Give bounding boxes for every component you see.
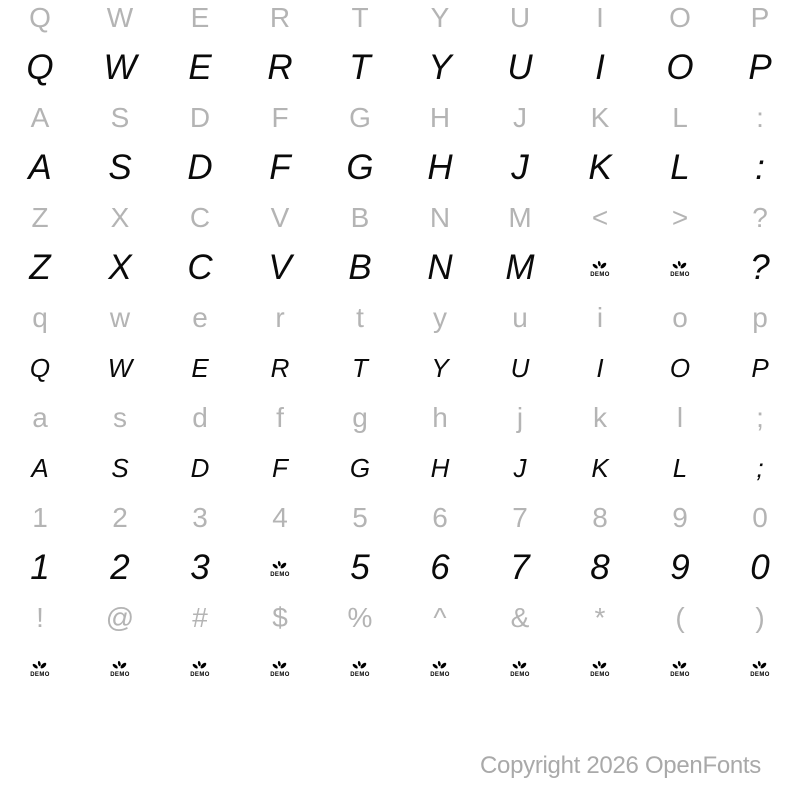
glyph-row-2 <box>0 43 800 93</box>
glyph-cell: O <box>666 48 694 87</box>
glyph-cell: ; <box>756 402 764 433</box>
demo-watermark-label: DEMO <box>590 271 610 278</box>
glyph-cell: % <box>347 602 373 633</box>
glyph-row-14 <box>0 643 800 693</box>
glyph-cell: l <box>676 402 684 433</box>
glyph-cell: U <box>507 48 533 87</box>
glyph-cell: o <box>672 302 688 333</box>
glyph-cell: F <box>272 452 288 483</box>
glyph-cell: d <box>192 402 208 433</box>
glyph-cell <box>80 643 160 693</box>
glyph-cell: I <box>596 352 604 383</box>
glyph-cell: 6 <box>430 548 450 587</box>
demo-watermark-glyph <box>350 659 370 678</box>
glyph-cell: h <box>432 402 448 433</box>
glyph-cell: & <box>510 602 530 633</box>
three-petal-icon <box>591 659 608 672</box>
glyph-cell: p <box>752 302 768 333</box>
glyph-cell: i <box>596 302 604 333</box>
glyph-cell: Y <box>428 48 452 87</box>
glyph-cell: 8 <box>590 548 610 587</box>
glyph-cell: > <box>671 202 689 233</box>
glyph-cell: < <box>591 202 609 233</box>
three-petal-icon <box>431 659 448 672</box>
glyph-cell: 9 <box>670 548 690 587</box>
demo-watermark-label: DEMO <box>750 671 770 678</box>
glyph-cell: t <box>356 302 364 333</box>
glyph-cell <box>0 643 80 693</box>
glyph-cell: ( <box>675 602 685 633</box>
glyph-cell: M <box>508 202 532 233</box>
glyph-row-6 <box>0 243 800 293</box>
glyph-cell: 3 <box>190 548 210 587</box>
glyph-cell: R <box>270 352 290 383</box>
demo-watermark-label: DEMO <box>190 671 210 678</box>
glyph-cell: E <box>188 48 212 87</box>
glyph-cell: K <box>588 148 612 187</box>
glyph-cell: A <box>30 102 50 133</box>
glyph-row-1 <box>0 0 800 43</box>
glyph-cell: E <box>191 352 209 383</box>
glyph-cell: U <box>510 352 530 383</box>
glyph-cell: # <box>192 602 208 633</box>
glyph-cell: S <box>108 148 132 187</box>
glyph-cell: : <box>756 102 764 133</box>
glyph-cell: H <box>430 452 450 483</box>
demo-watermark-label: DEMO <box>350 671 370 678</box>
glyph-cell <box>240 643 320 693</box>
glyph-row-10 <box>0 443 800 493</box>
glyph-cell: N <box>427 248 453 287</box>
demo-watermark-label: DEMO <box>510 671 530 678</box>
three-petal-icon <box>751 659 768 672</box>
glyph-cell: P <box>750 2 770 33</box>
glyph-cell: 3 <box>192 502 208 533</box>
demo-watermark-glyph <box>670 659 690 678</box>
demo-watermark-label: DEMO <box>590 671 610 678</box>
glyph-cell: W <box>107 352 133 383</box>
glyph-cell: Q <box>26 48 54 87</box>
glyph-cell: 8 <box>592 502 608 533</box>
glyph-cell: J <box>511 148 529 187</box>
demo-watermark-label: DEMO <box>270 571 290 578</box>
glyph-cell: Y <box>430 2 450 33</box>
glyph-cell: A <box>28 148 52 187</box>
glyph-row-8 <box>0 343 800 393</box>
glyph-cell: @ <box>105 602 135 633</box>
demo-watermark-glyph <box>590 659 610 678</box>
glyph-cell: 5 <box>350 548 370 587</box>
glyph-cell: X <box>110 202 130 233</box>
glyph-cell: B <box>350 202 370 233</box>
demo-watermark-label: DEMO <box>670 271 690 278</box>
glyph-cell: ; <box>756 452 764 483</box>
demo-watermark-label: DEMO <box>30 671 50 678</box>
glyph-cell: L <box>670 148 690 187</box>
glyph-cell: y <box>433 302 447 333</box>
glyph-cell: R <box>267 48 293 87</box>
glyph-cell: J <box>513 102 527 133</box>
glyph-row-9 <box>0 393 800 443</box>
glyph-cell: P <box>748 48 772 87</box>
glyph-cell: * <box>594 602 606 633</box>
glyph-cell: r <box>275 302 285 333</box>
glyph-cell: $ <box>272 602 288 633</box>
glyph-cell: k <box>593 402 607 433</box>
demo-watermark-glyph <box>750 659 770 678</box>
demo-watermark-label: DEMO <box>430 671 450 678</box>
glyph-cell: ! <box>36 602 44 633</box>
glyph-cell <box>480 643 560 693</box>
glyph-cell: 0 <box>750 548 770 587</box>
glyph-cell: Y <box>431 352 449 383</box>
glyph-cell: Q <box>29 2 51 33</box>
glyph-cell: F <box>269 148 291 187</box>
glyph-cell: T <box>349 48 371 87</box>
glyph-cell: ? <box>750 248 770 287</box>
glyph-cell: 5 <box>352 502 368 533</box>
glyph-cell <box>240 543 320 593</box>
glyph-cell: G <box>349 102 371 133</box>
glyph-cell: P <box>751 352 769 383</box>
glyph-cell: D <box>190 452 210 483</box>
demo-watermark-glyph <box>430 659 450 678</box>
glyph-cell: s <box>113 402 127 433</box>
demo-watermark-glyph <box>510 659 530 678</box>
glyph-cell: C <box>187 248 213 287</box>
glyph-cell: ^ <box>433 602 447 633</box>
glyph-cell: Q <box>29 352 51 383</box>
glyph-cell: E <box>190 2 210 33</box>
demo-watermark-glyph <box>110 659 130 678</box>
demo-watermark-glyph <box>270 559 290 578</box>
glyph-cell: 7 <box>512 502 528 533</box>
demo-watermark-glyph <box>190 659 210 678</box>
glyph-row-13 <box>0 593 800 643</box>
glyph-cell: T <box>351 2 369 33</box>
glyph-cell: N <box>429 202 451 233</box>
glyph-cell: L <box>672 452 688 483</box>
glyph-cell: 6 <box>432 502 448 533</box>
glyph-cell: a <box>32 402 48 433</box>
glyph-cell: W <box>106 2 134 33</box>
demo-watermark-glyph <box>270 659 290 678</box>
glyph-cell: : <box>755 148 765 187</box>
glyph-cell: K <box>590 102 610 133</box>
glyph-cell: M <box>505 248 535 287</box>
glyph-cell: S <box>110 102 130 133</box>
demo-watermark-label: DEMO <box>670 671 690 678</box>
glyph-cell: S <box>111 452 129 483</box>
glyph-cell: G <box>349 452 371 483</box>
glyph-cell: I <box>596 2 604 33</box>
glyph-cell: D <box>189 102 211 133</box>
glyph-cell: G <box>346 148 374 187</box>
three-petal-icon <box>351 659 368 672</box>
glyph-cell: V <box>270 202 290 233</box>
glyph-cell: 7 <box>510 548 530 587</box>
glyph-cell: ? <box>752 202 768 233</box>
three-petal-icon <box>591 259 608 272</box>
glyph-cell: 9 <box>672 502 688 533</box>
glyph-cell: O <box>669 352 691 383</box>
glyph-cell <box>720 643 800 693</box>
glyph-cell: j <box>516 402 524 433</box>
three-petal-icon <box>511 659 528 672</box>
glyph-cell: 1 <box>32 502 48 533</box>
glyph-cell: I <box>595 48 605 87</box>
glyph-cell <box>400 643 480 693</box>
glyph-cell: Z <box>29 248 51 287</box>
glyph-cell: 4 <box>272 502 288 533</box>
glyph-cell: A <box>31 452 49 483</box>
three-petal-icon <box>271 659 288 672</box>
demo-watermark-label: DEMO <box>270 671 290 678</box>
glyph-cell <box>160 643 240 693</box>
glyph-cell <box>640 243 720 293</box>
glyph-cell: O <box>669 2 691 33</box>
glyph-cell: R <box>269 2 291 33</box>
glyph-cell: 1 <box>30 548 50 587</box>
glyph-row-4 <box>0 143 800 193</box>
glyph-row-11 <box>0 493 800 543</box>
three-petal-icon <box>31 659 48 672</box>
glyph-row-3 <box>0 93 800 143</box>
glyph-cell: C <box>189 202 211 233</box>
demo-watermark-label: DEMO <box>110 671 130 678</box>
glyph-cell: u <box>512 302 528 333</box>
glyph-cell: Z <box>31 202 49 233</box>
glyph-cell <box>640 643 720 693</box>
three-petal-icon <box>671 659 688 672</box>
glyph-row-5 <box>0 193 800 243</box>
glyph-cell <box>560 643 640 693</box>
copyright-text: Copyright 2026 OpenFonts <box>480 752 761 779</box>
demo-watermark-glyph <box>30 659 50 678</box>
glyph-cell: g <box>352 402 368 433</box>
three-petal-icon <box>271 559 288 572</box>
glyph-cell: F <box>271 102 289 133</box>
glyph-row-12 <box>0 543 800 593</box>
three-petal-icon <box>671 259 688 272</box>
glyph-cell: w <box>109 302 131 333</box>
glyph-cell: H <box>429 102 451 133</box>
glyph-cell: e <box>192 302 208 333</box>
glyph-row-7 <box>0 293 800 343</box>
glyph-cell: B <box>348 248 372 287</box>
glyph-cell: 2 <box>112 502 128 533</box>
glyph-cell: X <box>108 248 132 287</box>
glyph-cell: L <box>672 102 688 133</box>
glyph-cell: T <box>352 352 368 383</box>
glyph-cell <box>560 243 640 293</box>
glyph-cell: W <box>103 48 137 87</box>
glyph-cell: 0 <box>752 502 768 533</box>
glyph-cell: K <box>591 452 609 483</box>
glyph-cell: U <box>509 2 531 33</box>
glyph-cell: H <box>427 148 453 187</box>
glyph-cell: q <box>32 302 48 333</box>
glyph-cell: D <box>187 148 213 187</box>
glyph-cell: f <box>276 402 284 433</box>
glyph-cell: J <box>513 452 527 483</box>
glyph-cell: V <box>268 248 292 287</box>
demo-watermark-glyph <box>590 259 610 278</box>
demo-watermark-glyph <box>670 259 690 278</box>
glyph-cell: ) <box>755 602 765 633</box>
three-petal-icon <box>191 659 208 672</box>
glyph-cell: 2 <box>110 548 130 587</box>
three-petal-icon <box>111 659 128 672</box>
glyph-cell <box>320 643 400 693</box>
